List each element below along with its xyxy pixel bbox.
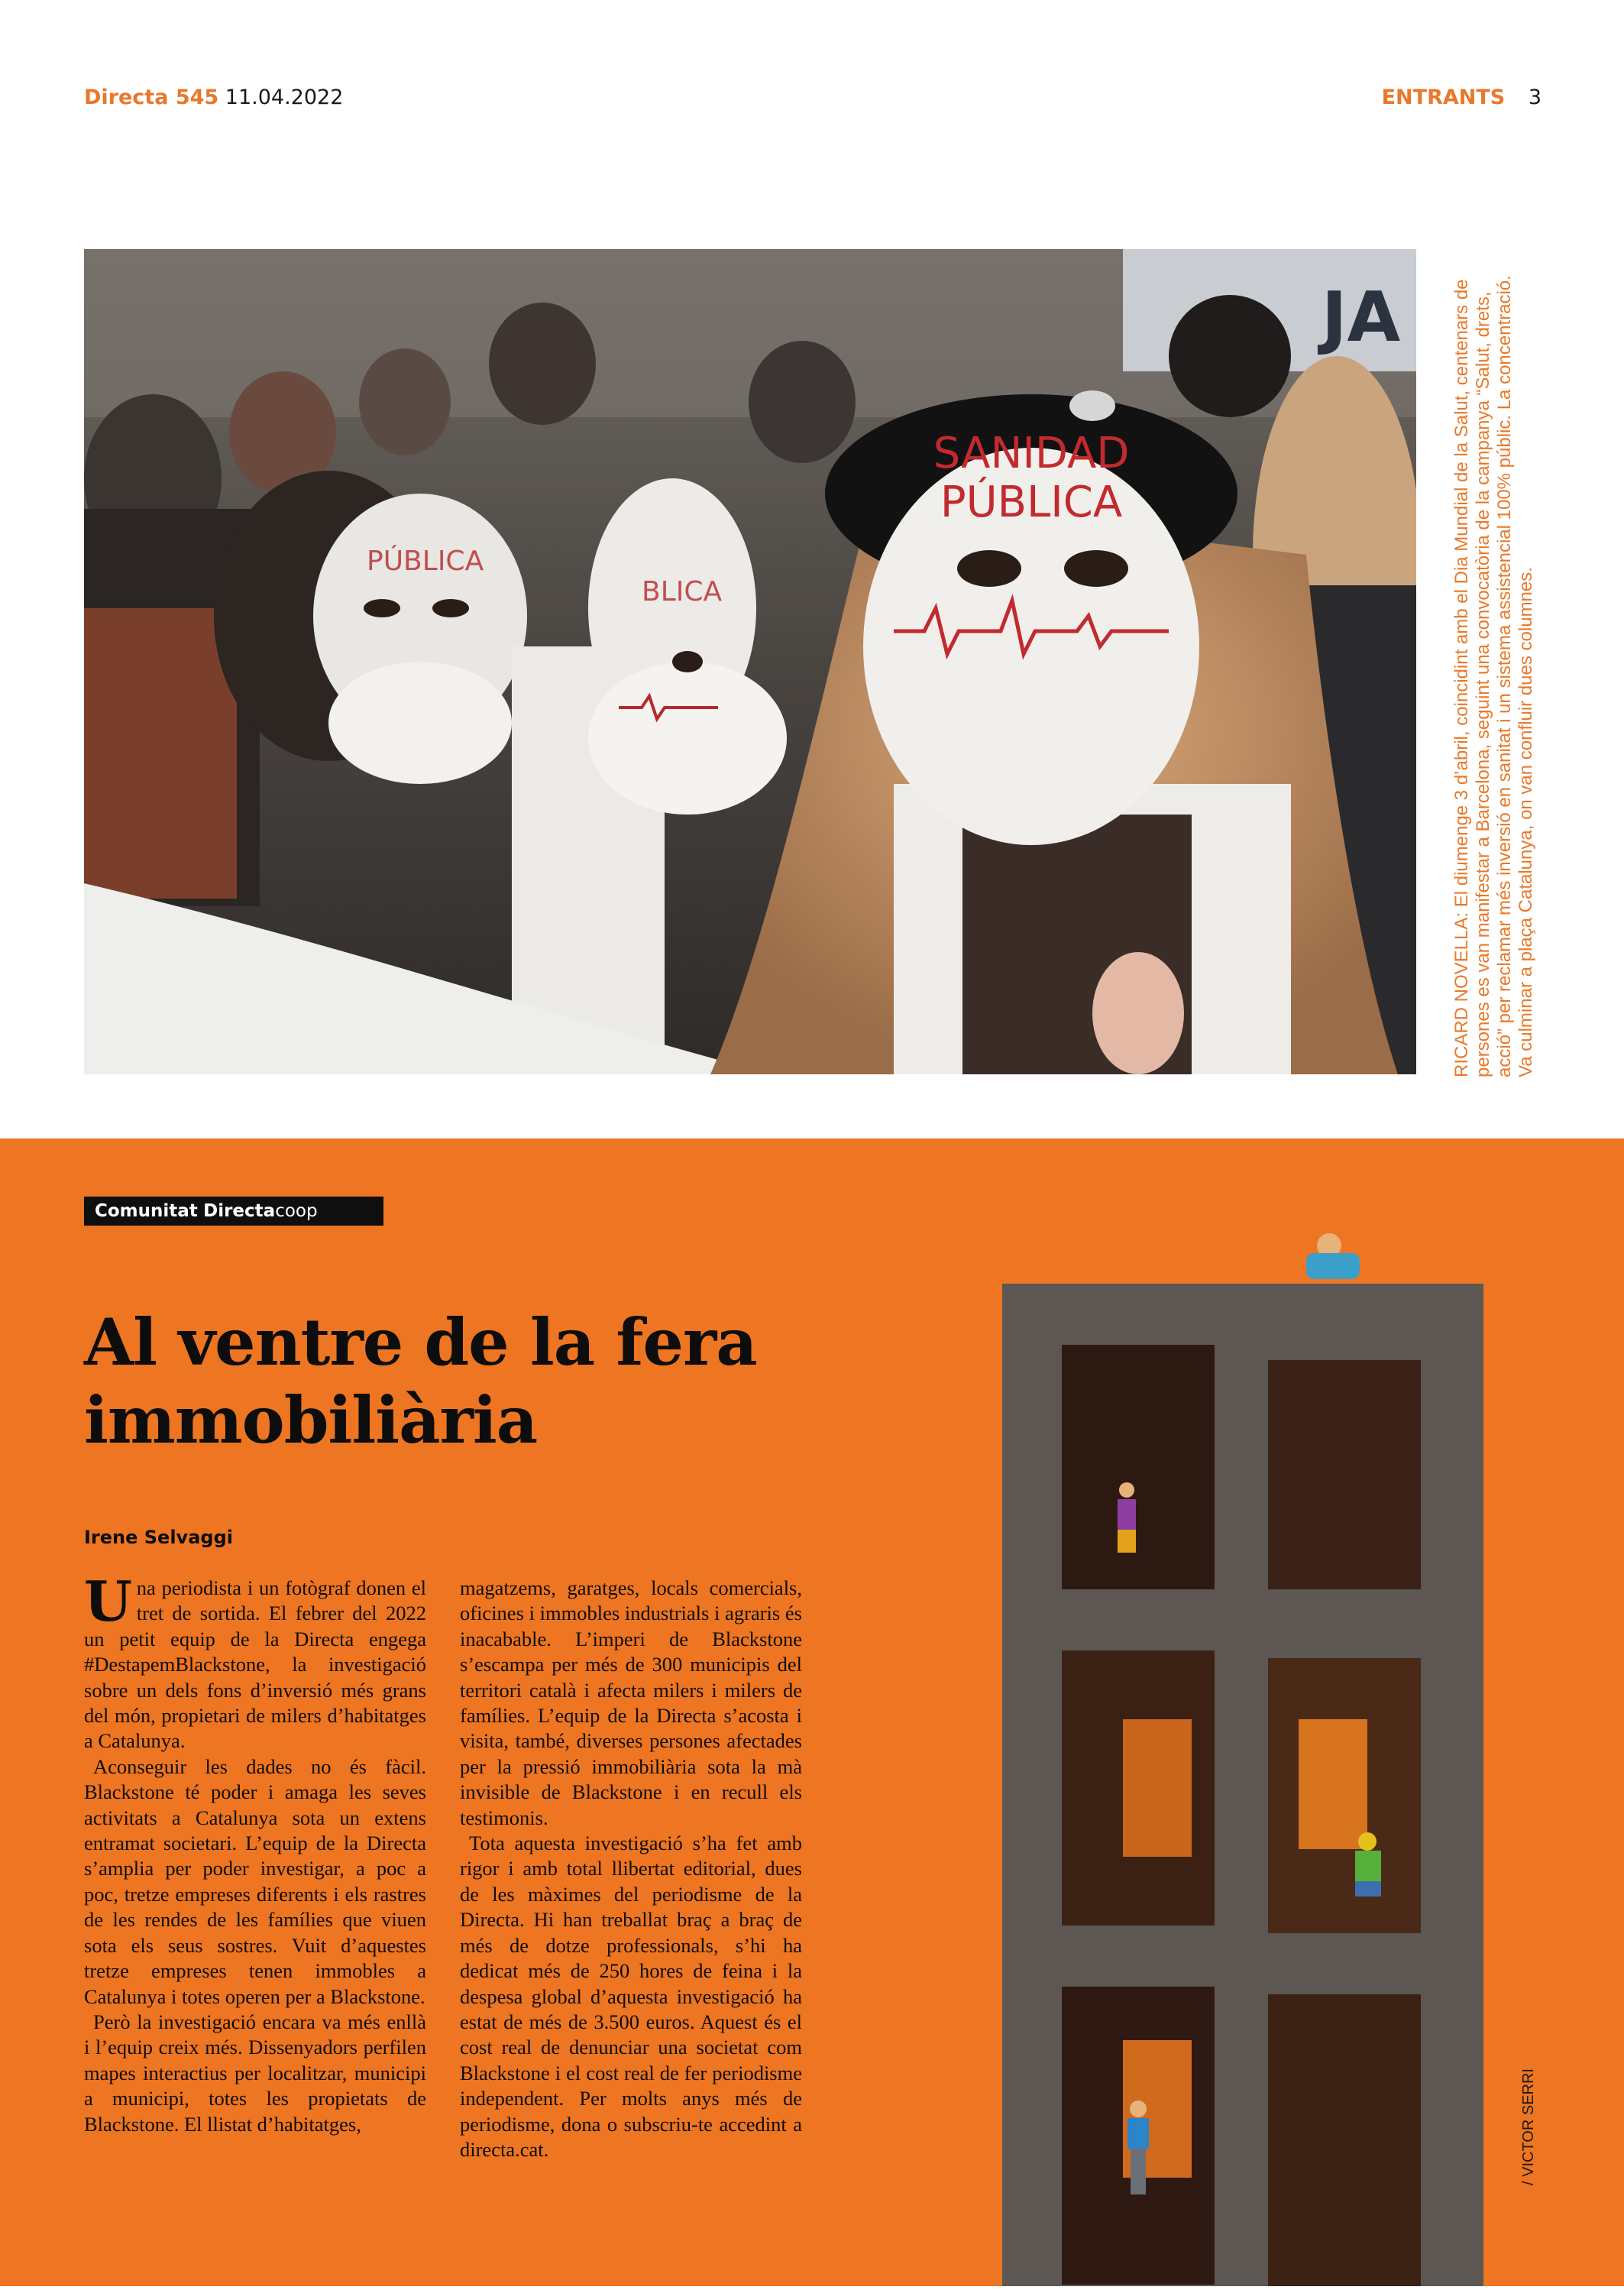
svg-text:BLICA: BLICA [642, 576, 723, 607]
svg-text:PÚBLICA: PÚBLICA [367, 546, 484, 577]
article-headline [84, 1304, 848, 1459]
issue-date: 11.04.2022 [225, 86, 344, 109]
paragraph-4: magatzems, garatges, locals comercials, oficines i immobles industrials i agraris és inacabable. L’imperi de Blackstone s’escampa per més de 300 municipis del territori català i afecta milers i milers de famílies. L’equip de la Directa s’acosta i visita, també, diverses persones afectades per la pressió immobiliària sota la mà invisible de Blackstone i en recull els testimonis. [460, 1576, 802, 1829]
section-tag-suffix: coop [275, 1201, 318, 1221]
dropcap: U [84, 1569, 132, 1634]
section-tag-bold: Comunitat [95, 1201, 198, 1221]
mask-text-line1: SANIDAD [933, 429, 1130, 478]
paragraph-1-text: na periodista i un fotògraf donen el tret de sortida. El febrer del 2022 un petit equip de la Directa engega #DestapemBlackstone, la investigació sobre un dels fons d’inversió més grans del món, propietari de milers d’habitatges a Catalunya. [84, 1576, 426, 1753]
paragraph-2: Aconseguir les dades no és fàcil. Blackstone té poder i amaga les seves activitats a Catalunya sota un extens entramat societari. L’equip de la Directa s’amplia per poder investigar, a poc a poc, tretze empreses diferents i els rastres de les rendes de les famílies que viuen sota els seus sostres. Vuit d’aquestes tretze empreses tenen immobles a Catalunya i totes operen per a Blackstone. [84, 1754, 426, 2008]
sign-text: JA [1322, 277, 1401, 358]
photo-caption: RICARD NOVELLA: El diumenge 3 d’abril, coincidint amb el Dia Mundial de la Salut, centenars de persones es van manifestar a Barcelona, seguint una convocatòria de la campanya “Salut, drets, acció” per reclamar més inversió en sanitat i un sistema assistencial 100% públic. La concentració. Va culminar a plaça Catalunya, on van confluir dues columnes. [1451, 275, 1536, 1077]
brick-miniature-photo [993, 1230, 1497, 2286]
photo-credit-wrap [1520, 2055, 1551, 2185]
section-tag [84, 1197, 383, 1226]
article-column-1 [84, 1569, 426, 2137]
section-tag-brand: Directa [203, 1201, 276, 1221]
publication-name: Directa 545 [84, 86, 219, 109]
headline-line1: Al ventre de la fera [84, 1304, 757, 1380]
section-name: ENTRANTS [1381, 86, 1506, 109]
article-byline: Irene Selvaggi [84, 1527, 233, 1548]
page-number: 3 [1528, 86, 1542, 109]
brick-illustration [993, 1230, 1497, 2286]
protest-photo [84, 249, 1416, 1074]
photo-credit: / VICTOR SERRI [1520, 2068, 1537, 2185]
headline-line2: immobiliària [84, 1382, 538, 1458]
paragraph-5: Tota aquesta investigació s’ha fet amb rigor i amb total llibertat editorial, dues de les màximes del periodisme de la Directa. Hi han treballat braç a braç de més de dotze professionals, s’hi ha dedicat més de 250 hores de feina i la despesa global d’aquesta investigació ha estat de més de 3.500 euros. Aquest és el cost real de denunciar una societat com Blackstone i el cost real de fer periodisme independent. Per molts anys més de periodisme, dona o subscriu-te accedint a directa.cat. [460, 1832, 802, 2161]
paragraph-1 [84, 1569, 426, 1754]
photo-caption-wrap [1451, 275, 1535, 1077]
protest-photo-illustration [84, 249, 1416, 1074]
article-column-2 [460, 1576, 802, 2162]
paragraph-3: Però la investigació encara va més enllà i l’equip creix més. Dissenyadors perfilen mapes interactius per localitzar, municipi a municipi, totes les propietats de Blackstone. El llistat d’habitatges, [84, 2010, 426, 2136]
page-header-left [84, 86, 343, 109]
page-header-right [1382, 86, 1542, 109]
mask-text-line2: PÚBLICA [940, 478, 1123, 527]
